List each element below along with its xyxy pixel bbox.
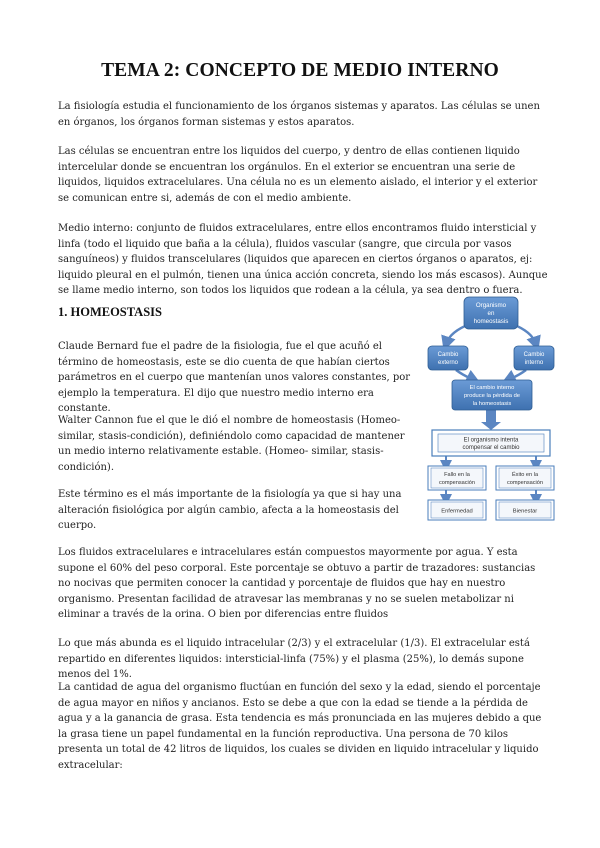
svg-text:Enfermedad: Enfermedad [441,508,473,515]
svg-text:en: en [487,310,495,317]
svg-text:interno: interno [524,360,544,366]
svg-text:Cambio: Cambio [437,352,459,358]
svg-text:Bienestar: Bienestar [512,508,538,515]
intro-paragraph-3: Medio interno: conjunto de fluidos extracelulares, entre ellos encontramos fluido intersticial y linfa (todo el liquido que baña a la célula), fluidos vascular (sangre, que circula por vasos sanguíneos) y fluidos transcelulares (liquidos que aparecen en ciertos órganos o aparatos, ej: liquido pleural en el pulmón, tienen una única acción concreta, siendo los más escasos). Aunque se llame medio interno, son todos los liquidos que rodean a la célula, ya sea dentro o fuera. [58,223,548,297]
node-cambio-externo [428,346,468,370]
svg-text:compensación: compensación [506,480,544,486]
svg-text:la homeostasis: la homeostasis [472,401,512,407]
svg-text:Cambio: Cambio [523,352,545,358]
homeostasis-paragraph-1: Claude Bernard fue el padre de la fisiologia, fue el que acuñó el término de homeostasis, este se dio cuenta de que habían ciertos parámetros en el cuerpo que mantenían unos valores constantes, por ejemplo la temperatura. El dijo que nuestro medio interno era constante. [58,341,411,415]
intro-paragraph-2: Las células se encuentran entre los liquidos del cuerpo, y dentro de ellas contienen liquido intercelular donde se encuentran los orgánulos. En el exterior se encuentran una serie de liquidos, liquidos extracelulares. Una célula no es un elemento aislado, el interior y el exterior se comunican entre si, además de con el medio ambiente. [58,146,538,204]
svg-text:compensar el cambio: compensar el cambio [462,445,520,451]
node-cambio-produce-perdida [452,380,532,410]
intro-paragraph-1: La fisiología estudia el funcionamiento de los órganos sistemas y aparatos. Las células se unen en órganos, los órganos forman sistemas y estos aparatos. [58,101,540,128]
svg-text:homeostasis: homeostasis [473,318,509,325]
svg-text:produce la pérdida de: produce la pérdida de [463,393,521,399]
node-enfermedad [428,500,486,520]
svg-text:El organismo intenta: El organismo intenta [463,437,519,444]
page-title: TEMA 2: CONCEPTO DE MEDIO INTERNO [101,60,499,81]
svg-text:compensación: compensación [438,480,476,486]
body-paragraph-distribution: Lo que más abunda es el liquido intracelular (2/3) y el extracelular (1/3). El extracelular está repartido en diferentes liquidos: intersticial-linfa (75%) y el plasma (25%), lo demás supone menos del 1%. [58,638,530,681]
arrow-left-mid [456,370,474,380]
svg-text:El cambio interno: El cambio interno [469,385,515,391]
node-bienestar [496,500,554,520]
svg-text:externo: externo [437,360,459,366]
node-fallo-compensacion [428,466,486,490]
node-cambio-interno [514,346,554,370]
homeostasis-diagram [426,296,558,522]
node-exito-compensacion [496,466,554,490]
svg-text:Éxito en la: Éxito en la [511,472,539,478]
node-organismo-intenta-compensar [432,430,550,456]
section-heading-homeostasis: 1. HOMEOSTASIS [58,305,162,319]
svg-text:Fallo en la: Fallo en la [444,472,470,478]
homeostasis-paragraph-3: Este término es el más importante de la fisiología ya que si hay una alteración fisiológica por algún cambio, afecta a la homeostasis del cuerpo. [58,489,402,532]
body-paragraph-water-amount: La cantidad de agua del organismo fluctúan en función del sexo y la edad, siendo el porcentaje de agua mayor en niños y ancianos. Esto se debe a que con la edad se tiende a la pérdida de agua y a la ganancia de grasa. Esta tendencia es más pronunciada en las mujeres debido a que la grasa tiene un papel fundamental en la función reproductiva. Una persona de 70 kilos presenta un total de 42 litros de liquidos, los cuales se dividen en liquido intracelular y liquido extracelular: [58,682,542,771]
arrow-down-main [481,410,501,430]
arrow-right-mid [508,370,526,380]
homeostasis-paragraph-2: Walter Cannon fue el que le dió el nombre de homeostasis (Homeo- similar, stasis-condición), definiéndolo como capacidad de mantener un medio interno relativamente estable. (Homeo- similar, stasis-condición). [58,415,405,473]
body-paragraph-fluids: Los fluidos extracelulares e intracelulares están compuestos mayormente por agua. Y esta supone el 60% del peso corporal. Este porcentaje se obtuvo a partir de trazadores: sustancias no nocivas que permiten conocer la cantidad y porcentaje de fluidos que hay en nuestro organismo. Presentan facilidad de atravesar las membranas y no se suelen metabolizar ni eliminar a través de la orina. O bien por diferencias entre fluidos [58,547,536,621]
svg-text:Organismo: Organismo [475,302,507,309]
node-organismo-homeostasis [464,297,518,329]
